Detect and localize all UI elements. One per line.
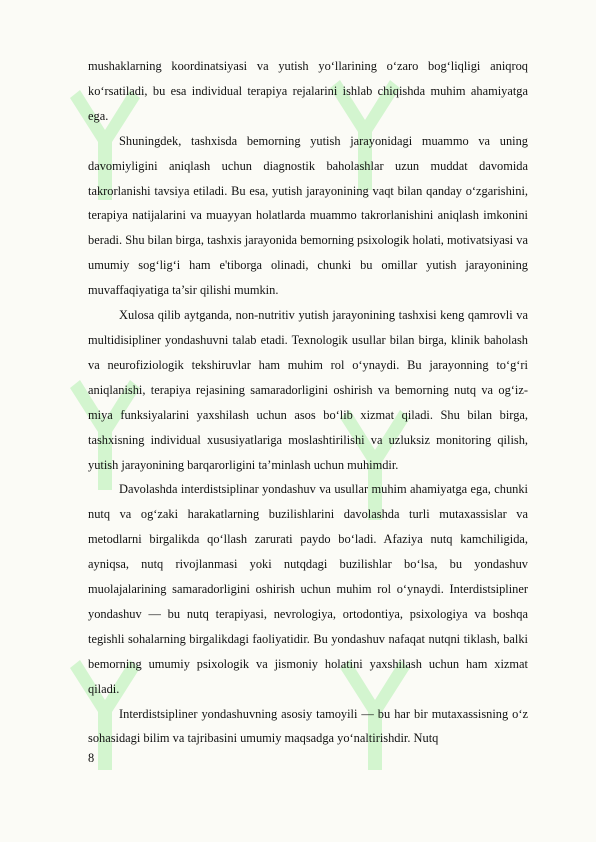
paragraph: Shuningdek, tashxisda bemorning yutish jarayonidagi muammo va uning davomiyligini aniqlash uchun diagnostik baholashlar uzun muddat davomida takrorlanishi tavsiya etiladi. Bu esa, yutish jarayonining vaqt bilan qanday o‘zgarishini, terapiya natijalarini va muayyan holatlarda muammo takrorlanishini aniqlash imkonini beradi. Shu bilan birga, tashxis jarayonida bemorning psixologik holati, motivatsiyasi va umumiy sog‘lig‘i ham e'tiborga olinadi, chunki bu omillar yutish jarayonining muvaffaqiyatiga ta’sir qilishi mumkin.: [88, 133, 528, 298]
paragraph: Interdistsipliner yondashuvning asosiy tamoyili — bu har bir mutaxassisning o‘z sohasidagi bilim va tajribasini umumiy maqsadga yo‘naltirishdir. Nutq: [88, 706, 528, 746]
paragraph: Davolashda interdistsiplinar yondashuv va usullar muhim ahamiyatga ega, chunki nutq va og‘zaki harakatlarning buzilishlarini davolashda turli mutaxassislar va metodlarni birgalikda qo‘llash zarurati paydo bo‘ladi. Afaziya nutq kamchiligida, ayniqsa, nutq rivojlanmasi yoki nutqdagi buzilishlar bo‘lsa, bu yondashuv muolajalarining samaradorligini oshirish uchun muhim rol o‘ynaydi. Interdistsipliner yondashuv — bu nutq terapiyasi, nevrologiya, ortodontiya, psixologiya va boshqa tegishli sohalarning birgalikdagi faoliyatidir. Bu yondashuv nafaqat nutqni tiklash, balki bemorning umumiy psixologik va jismoniy holatini yaxshilash uchun ham xizmat qiladi.: [88, 482, 528, 696]
paragraph: mushaklarning koordinatsiyasi va yutish yo‘llarining o‘zaro bog‘liqligi aniqroq ko‘rsatiladi, bu esa individual terapiya rejalarini ishlab chiqishda muhim ahamiyatga ega.: [88, 59, 528, 123]
body-text: [88, 54, 528, 751]
paragraph: Xulosa qilib aytganda, non-nutritiv yutish jarayonining tashxisi keng qamrovli va multidisipliner yondashuvni talab etadi. Texnologik usullar bilan birga, klinik baholash va neurofiziologik tekshiruvlar ham muhim rol o‘ynaydi. Bu jarayonning to‘g‘ri aniqlanishi, terapiya rejasining samaradorligini oshirish va bemorning nutq va og‘iz-miya funksiyalarini yaxshilash uchun asos bo‘lib xizmat qiladi. Shu bilan birga, tashxisning individual xususiyatlariga moslashtirilishi va uzluksiz monitoring qilish, yutish jarayonining barqarorligini ta’minlash uchun muhimdir.: [88, 308, 528, 472]
page-number: 8: [88, 751, 95, 765]
